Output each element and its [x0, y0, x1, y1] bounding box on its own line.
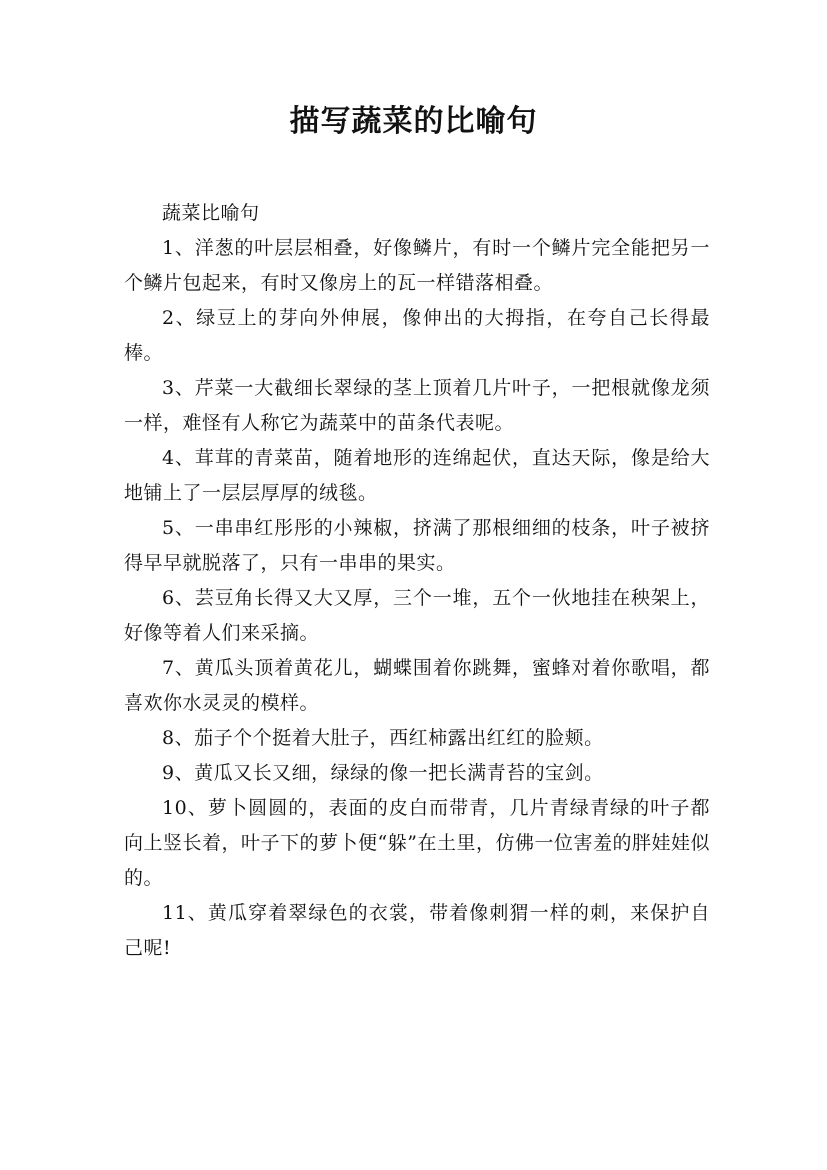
paragraph-item-9: 9、黄瓜又长又细，绿绿的像一把长满青苔的宝剑。: [162, 762, 604, 784]
paragraph-item-8: 8、茄子个个挺着大肚子，西红柿露出红红的脸颊。: [162, 727, 604, 749]
paragraph-item-11: 11、黄瓜穿着翠绿色的衣裳，带着像刺猬一样的刺，来保护自己呢!: [124, 902, 710, 959]
paragraph-item-6: 6、芸豆角长得又大又厚，三个一堆，五个一伙地挂在秧架上，好像等着人们来采摘。: [124, 587, 710, 644]
document-body: [124, 196, 710, 966]
paragraph-item-7: 7、黄瓜头顶着黄花儿，蝴蝶围着你跳舞，蜜蜂对着你歌唱，都喜欢你水灵灵的模样。: [124, 657, 710, 714]
paragraph-item-10: 10、萝卜圆圆的，表面的皮白而带青，几片青绿青绿的叶子都向上竖长着，叶子下的萝卜便“躲”在土里，仿佛一位害羞的胖娃娃似的。: [124, 797, 710, 889]
document-title: 描写蔬菜的比喻句: [289, 104, 538, 139]
paragraph-heading: 蔬菜比喻句: [162, 202, 260, 224]
paragraph-item-2: 2、绿豆上的芽向外伸展，像伸出的大拇指，在夸自己长得最棒。: [124, 307, 710, 364]
paragraph-item-5: 5、一串串红彤彤的小辣椒，挤满了那根细细的枝条，叶子被挤得早早就脱落了，只有一串串的果实。: [124, 517, 710, 574]
paragraph-item-3: 3、芹菜一大截细长翠绿的茎上顶着几片叶子，一把根就像龙须一样，难怪有人称它为蔬菜中的苗条代表呢。: [124, 377, 710, 434]
paragraph-item-4: 4、茸茸的青菜苗，随着地形的连绵起伏，直达天际，像是给大地铺上了一层层厚厚的绒毯。: [124, 447, 710, 504]
paragraph-item-1: 1、洋葱的叶层层相叠，好像鳞片，有时一个鳞片完全能把另一个鳞片包起来，有时又像房上的瓦一样错落相叠。: [124, 237, 710, 294]
